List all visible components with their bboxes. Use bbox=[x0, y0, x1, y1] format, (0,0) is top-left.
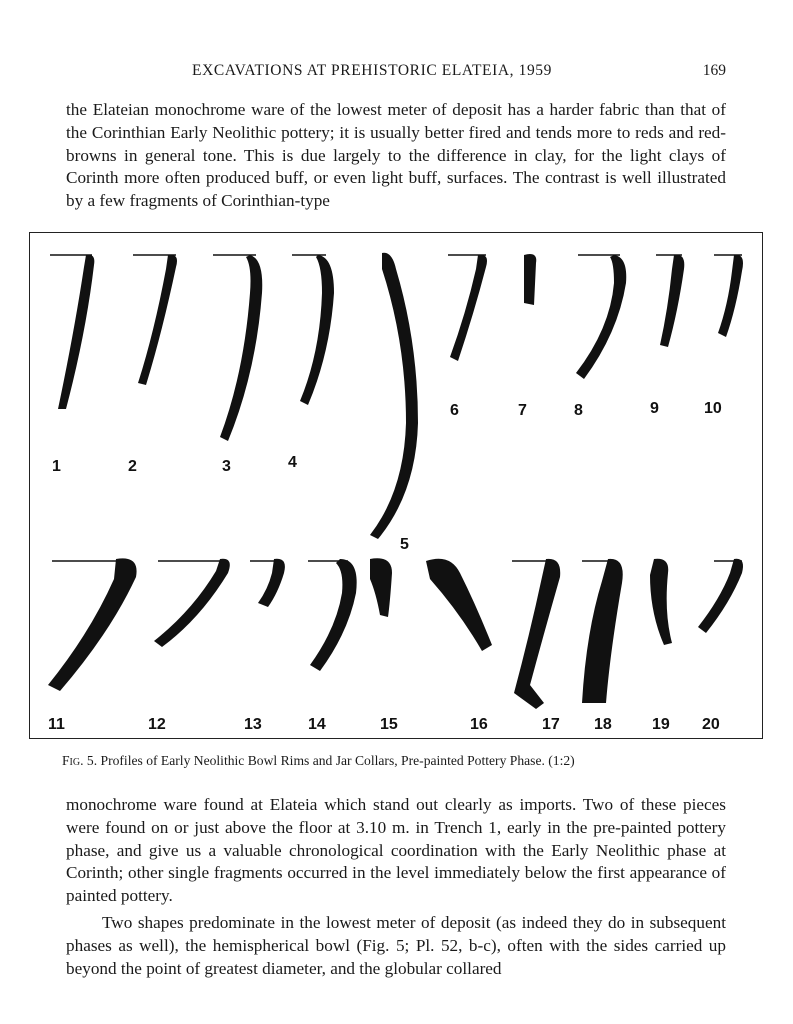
figure-label: 5 bbox=[400, 536, 409, 553]
figure-caption bbox=[62, 753, 762, 769]
figure-label: 10 bbox=[704, 400, 722, 417]
figure-label: 17 bbox=[542, 716, 560, 733]
profile-18 bbox=[582, 559, 623, 703]
profile-11 bbox=[48, 558, 137, 691]
profile-13 bbox=[250, 559, 285, 607]
figure-5 bbox=[29, 232, 763, 739]
profile-6 bbox=[448, 255, 487, 361]
page-number: 169 bbox=[702, 62, 726, 79]
page-header bbox=[66, 62, 726, 84]
profile-12 bbox=[154, 559, 230, 647]
profile-8 bbox=[576, 255, 626, 379]
figure-label: 12 bbox=[148, 716, 166, 733]
profiles-drawing bbox=[30, 233, 763, 739]
profile-9 bbox=[656, 255, 684, 347]
figure-label: 2 bbox=[128, 458, 137, 475]
figure-label: 1 bbox=[52, 458, 61, 475]
profile-16 bbox=[426, 559, 492, 651]
figure-label: 13 bbox=[244, 716, 262, 733]
profile-15 bbox=[370, 558, 392, 617]
figure-label: 4 bbox=[288, 454, 297, 471]
profile-7 bbox=[524, 254, 536, 305]
profile-5 bbox=[370, 253, 418, 539]
caption-prefix: Fig. 5. bbox=[62, 753, 98, 768]
profile-19 bbox=[650, 559, 672, 645]
figure-label: 19 bbox=[652, 716, 670, 733]
profile-10 bbox=[714, 255, 743, 337]
profile-3 bbox=[213, 255, 262, 441]
running-head: EXCAVATIONS AT PREHISTORIC ELATEIA, 1959 bbox=[192, 62, 553, 79]
figure-label: 6 bbox=[450, 402, 459, 419]
paragraph-1: the Elateian monochrome ware of the lowest meter of deposit has a harder fabric than that of the Corinthian Early Neolithic pottery; it is usually better fired and tends more to reds and red-browns in general tone. This is due largely to the difference in clay, for the light clays of Corinth more often produced buff, or even light buff, surfaces. The contrast is well illustrated by a few fragments of Corinthian-type bbox=[66, 100, 726, 211]
profile-17 bbox=[512, 559, 560, 709]
figure-label: 20 bbox=[702, 716, 720, 733]
figure-label: 9 bbox=[650, 400, 659, 417]
figure-label: 7 bbox=[518, 402, 527, 419]
caption-text: Profiles of Early Neolithic Bowl Rims and Jar Collars, Pre-painted Pottery Phase. (1:2) bbox=[100, 753, 575, 768]
profile-4 bbox=[292, 255, 334, 405]
profile-20 bbox=[698, 559, 743, 633]
figure-label: 8 bbox=[574, 402, 583, 419]
profile-1 bbox=[50, 255, 94, 409]
figure-label: 14 bbox=[308, 716, 326, 733]
profile-14 bbox=[308, 559, 357, 671]
paragraph-2: monochrome ware found at Elateia which stand out clearly as imports. Two of these pieces were found on or just above the floor at 3.10 m. in Trench 1, early in the pre-painted pottery phase, and give us a valuable chronological coordination with the Early Neolithic phase at Corinth; other single fragments occurred in the level immediately below the first appearance of painted pottery. bbox=[66, 795, 726, 906]
profile-2 bbox=[133, 255, 177, 385]
paragraph-3: Two shapes predominate in the lowest meter of deposit (as indeed they do in subsequent phases as well), the hemispherical bowl (Fig. 5; Pl. 52, b-c), often with the sides carried up beyond the point of greatest diameter, and the globular collared bbox=[66, 913, 726, 978]
figure-label: 16 bbox=[470, 716, 488, 733]
figure-label: 18 bbox=[594, 716, 612, 733]
figure-label: 3 bbox=[222, 458, 231, 475]
figure-label: 15 bbox=[380, 716, 398, 733]
figure-label: 11 bbox=[48, 716, 65, 733]
